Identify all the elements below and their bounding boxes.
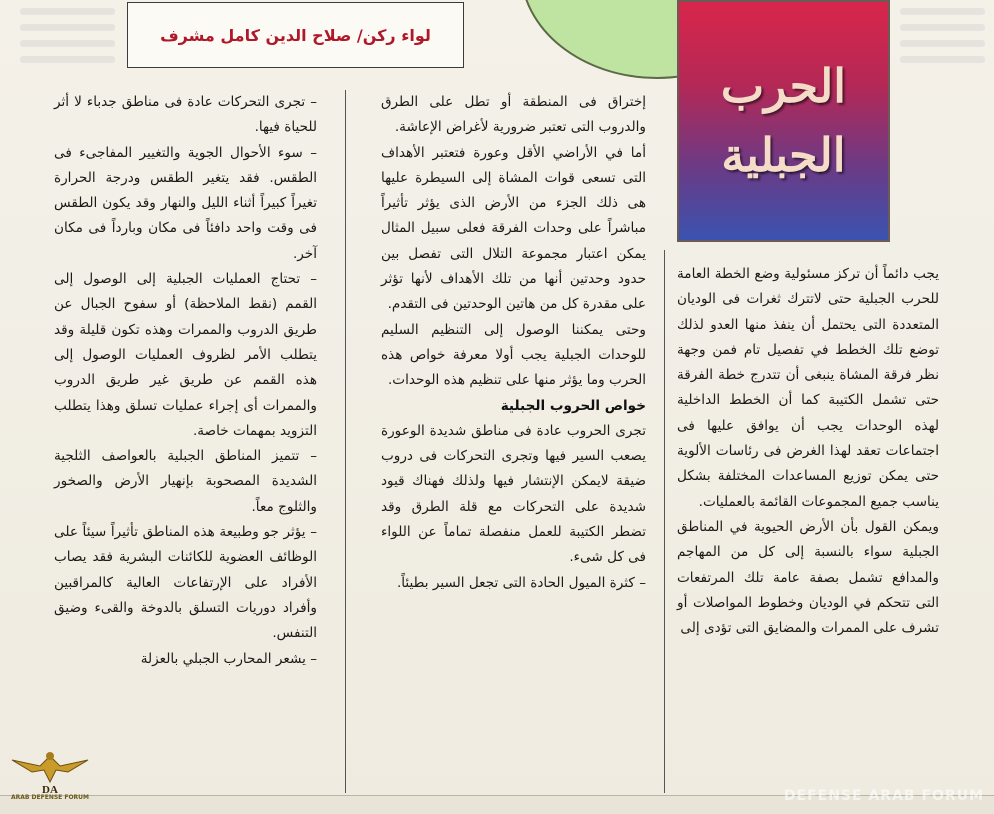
logo-text: ARAB DEFENSE FORUM xyxy=(10,794,90,801)
column-divider xyxy=(664,250,665,793)
byline-box xyxy=(127,2,464,68)
article-column-left xyxy=(54,90,317,672)
paragraph: – يؤثر جو وطبيعة هذه المناطق تأثيراً سيئاً على الوظائف العضوية للكائنات البشرية فقد يصاب الأفراد على الإرتفاعات العالية كالمراقبين وأفراد دوريات التسلق بالدوخة والقىء وضيق التنفس. xyxy=(54,524,317,642)
paragraph: أما في الأراضي الأقل وعورة فتعتبر الأهداف التى تسعى قوات المشاة إلى السيطرة عليها هى ذلك الجزء من الأرض الذى يؤثر تأثيراً مباشراً على وحدات الفرقة فعلى سبيل المثال يمكن اعتبار مجموعة التلال التى تفصل بين حدود وحدتين أنها من تلك الأهداف لأنها تؤثر على مقدرة كل من هاتين الوحدتين فى التقدم. xyxy=(381,144,646,313)
paragraph: – يشعر المحارب الجبلي بالعزلة xyxy=(140,650,317,667)
logo-mark: DA xyxy=(42,784,58,796)
paragraph: – تجرى التحركات عادة فى مناطق جدباء لا أثر للحياة فيها. xyxy=(54,94,317,136)
column-divider xyxy=(345,90,346,793)
paragraph: إختراق فى المنطقة أو تطل على الطرق والدروب التى تعتبر ضرورية لأغراض الإعاشة. xyxy=(381,94,646,136)
paragraph: – تحتاج العمليات الجبلية إلى الوصول إلى القمم (نقط الملاحظة) أو سفوح الجبال عن طريق الدروب والممرات وهذه تكون قليلة وقد يتطلب الأمر لظروف العمليات الوصول إلى هذه القمم عن طريق غير طريق الدروب والممرات أى إجراء عمليات تسلق وهذا يتطلب التزويد بمهمات خاصة. xyxy=(54,271,317,439)
section-heading: خواص الحروب الجبلية xyxy=(500,397,646,414)
byline: لواء ركن/ صلاح الدين كامل مشرف xyxy=(160,25,431,45)
eagle-logo-icon xyxy=(10,738,90,796)
paragraph: ويمكن القول بأن الأرض الحيوية في المناطق الجبلية سواء بالنسبة إلى كل من المهاجم والمدافع تشمل بصفة عامة تلك المرتفعات التى تتحكم في الوديان وخطوط المواصلات أو تشرف على الممرات والمضايق التى تؤدى إلى xyxy=(677,518,939,637)
article-column-right xyxy=(677,262,939,641)
paragraph: – تتميز المناطق الجبلية بالعواصف الثلجية الشديدة المصحوبة بإنهيار الأرض والصخور والثلوج معاً. xyxy=(54,448,317,515)
title-line-2: الجبلية xyxy=(721,128,846,182)
paragraph: – سوء الأحوال الجوية والتغيير المفاجىء فى الطقس. فقد يتغير الطقس ودرجة الحرارة تغيراً كبيراً أثناء الليل والنهار وقد يكون الطقس فى وقت واحد دافئاً فى مكان وبارداً فى مكان آخر. xyxy=(54,144,317,262)
watermark: DEFENSE ARAB FORUM xyxy=(783,788,984,804)
paragraph: تجرى الحروب عادة فى مناطق شديدة الوعورة يصعب السير فيها وتجرى التحركات فى دروب ضيقة لايمكن الإنتشار فيها ولذلك فهناك قيود شديدة على التحركات مع قلة الطرق وقد تضطر الكتيبة للعمل منفصلة تماماً عن اللواء فى كل شىء. xyxy=(381,422,646,566)
article-column-middle xyxy=(381,90,646,596)
paragraph: يجب دائماً أن تركز مسئولية وضع الخطة العامة للحرب الجبلية حتى لاتترك ثغرات فى الوديان المتعددة التى يحتمل أن ينفذ منها العدو لذلك توضع تلك الخطط في تفصيل تام فمن وجهة نظر فرقة المشاة ينبغى أن تتدرج خطة الفرقة حتى تشمل الكتيبة كما أن الخطط الداخلية لهذه الوحدات يجب أن يوافق عليها فى اجتماعات تعقد لهذا الغرض فى رئاسات الألوية حتى يمكن توزيع المساعدات المختلفة بشكل يناسب جميع المجموعات القائمة بالعمليات. xyxy=(677,266,939,510)
paragraph: – كثرة الميول الحادة التى تجعل السير بطيئاً. xyxy=(396,574,646,591)
arab-defense-forum-logo xyxy=(10,738,90,804)
title-block xyxy=(677,0,890,242)
title-line-1: الحرب xyxy=(720,59,847,113)
paragraph: وحتى يمكننا الوصول إلى التنظيم السليم للوحدات الجبلية يجب أولا معرفة خواص هذه الحرب وما يؤثر منها على تنظيم هذه الوحدات. xyxy=(381,321,646,389)
